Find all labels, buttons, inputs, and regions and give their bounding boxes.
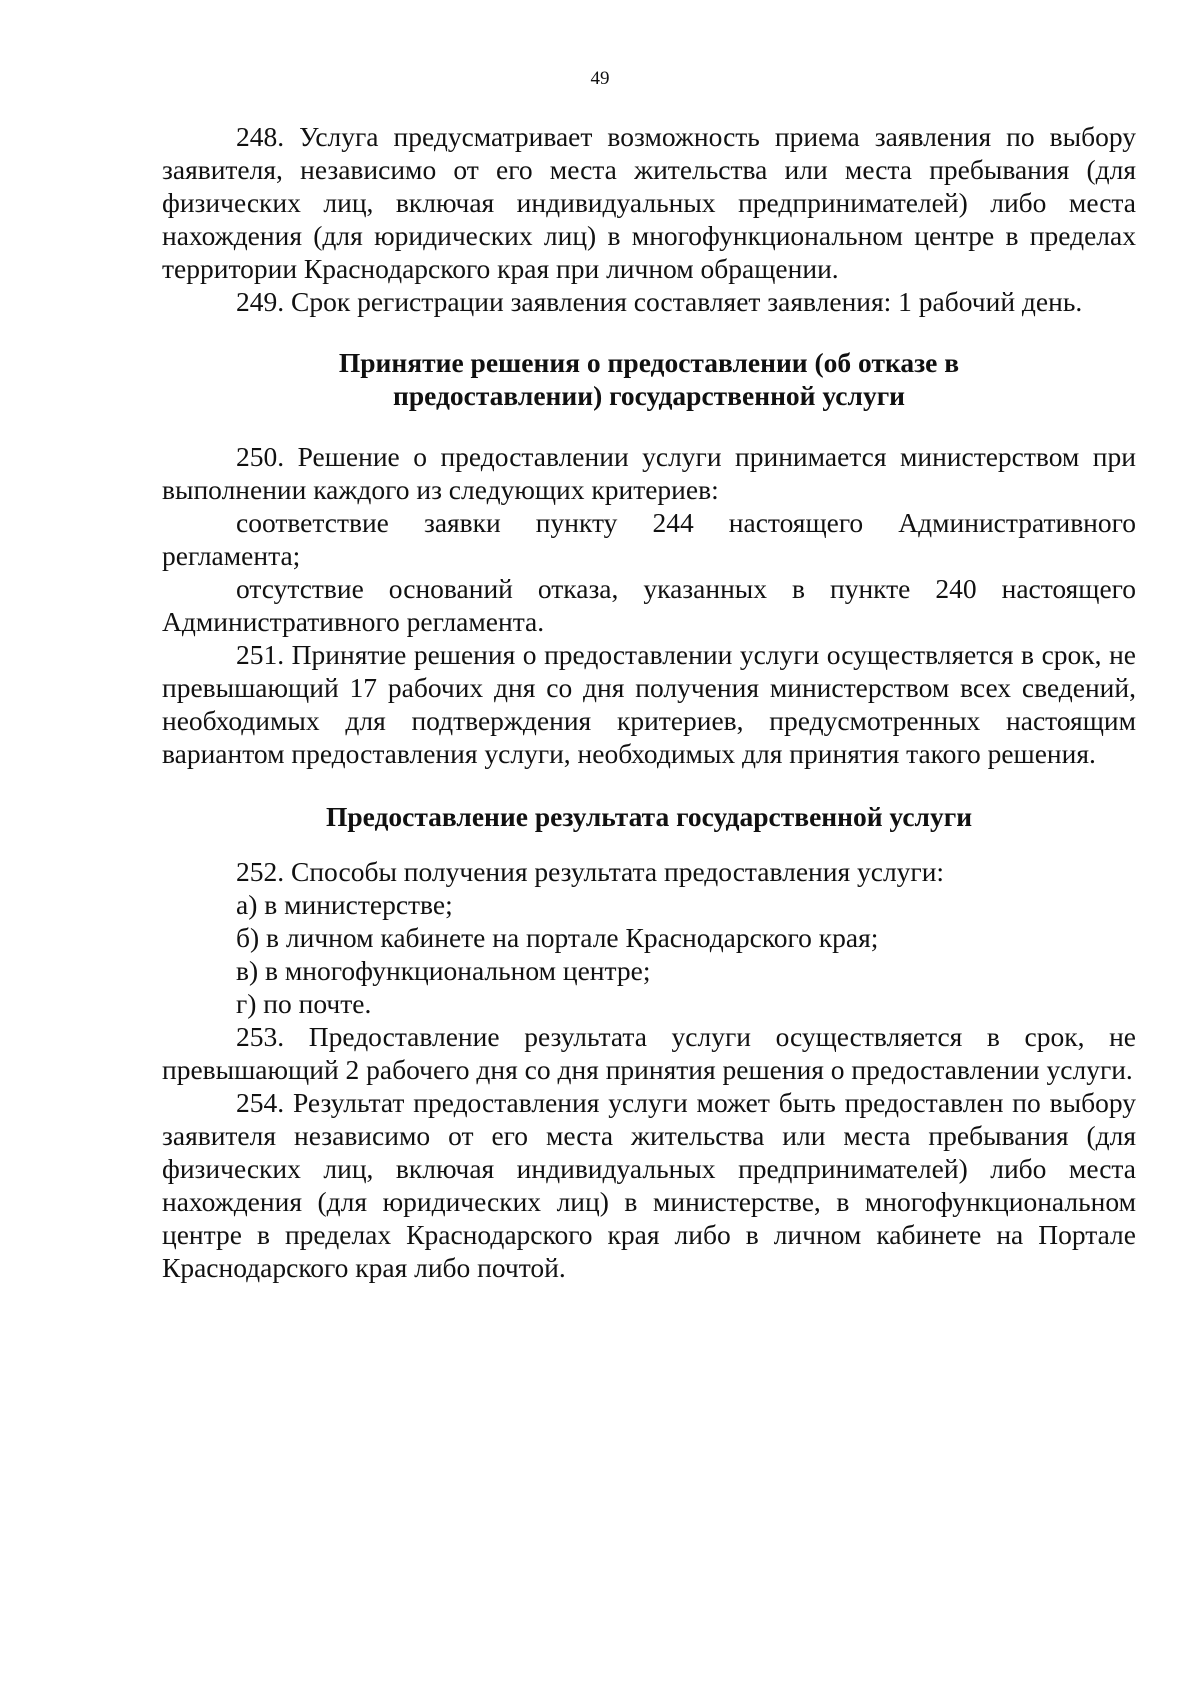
section-heading-decision-line2: предоставлении) государственной услуги [392,380,906,411]
section-heading-decision-line1: Принятие решения о предоставлении (об отказе в [338,347,960,378]
list-item-v: в) в многофункциональном центре; [236,955,651,986]
criterion-1: соответствие заявки пункту 244 настоящего Административного регламента; [162,507,1136,571]
document-body [162,120,1136,1284]
list-item-g: г) по почте. [236,988,372,1019]
criterion-2: отсутствие оснований отказа, указанных в пункте 240 настоящего Административного регламента. [162,573,1136,637]
list-item-b: б) в личном кабинете на портале Краснодарского края; [236,922,879,953]
paragraph-248: 248. Услуга предусматривает возможность приема заявления по выбору заявителя, независимо от его места жительства или места пребывания (для физических лиц, включая индивидуальных предпринимателей) либо места нахождения (для юридических лиц) в многофункциональном центре в пределах территории Краснодарского края при личном обращении. [162,121,1136,284]
paragraph-253: 253. Предоставление результата услуги осуществляется в срок, не превышающий 2 рабочего дня со дня принятия решения о предоставлении услуги. [162,1021,1136,1085]
paragraph-250: 250. Решение о предоставлении услуги принимается министерством при выполнении каждого из следующих критериев: [162,441,1136,505]
paragraph-251: 251. Принятие решения о предоставлении услуги осуществляется в срок, не превышающий 17 рабочих дня со дня получения министерством всех сведений, необходимых для подтверждения критериев, предусмотренных настоящим вариантом предоставления услуги, необходимых для принятия такого решения. [162,639,1136,769]
section-heading-decision [162,346,1136,412]
list-item-a: а) в министерстве; [236,889,453,920]
paragraph-252: 252. Способы получения результата предоставления услуги: [236,856,945,887]
paragraph-254: 254. Результат предоставления услуги может быть предоставлен по выбору заявителя независимо от его места жительства или места пребывания (для физических лиц, включая индивидуальных предпринимателей) либо места нахождения (для юридических лиц) в министерстве, в многофункциональном центре в пределах Краснодарского края либо в личном кабинете на Портале Краснодарского края либо почтой. [162,1087,1136,1283]
paragraph-249: 249. Срок регистрации заявления составляет заявления: 1 рабочий день. [236,286,1083,317]
section-heading-result: Предоставление результата государственной услуги [325,801,973,832]
page-number: 49 [590,68,610,89]
